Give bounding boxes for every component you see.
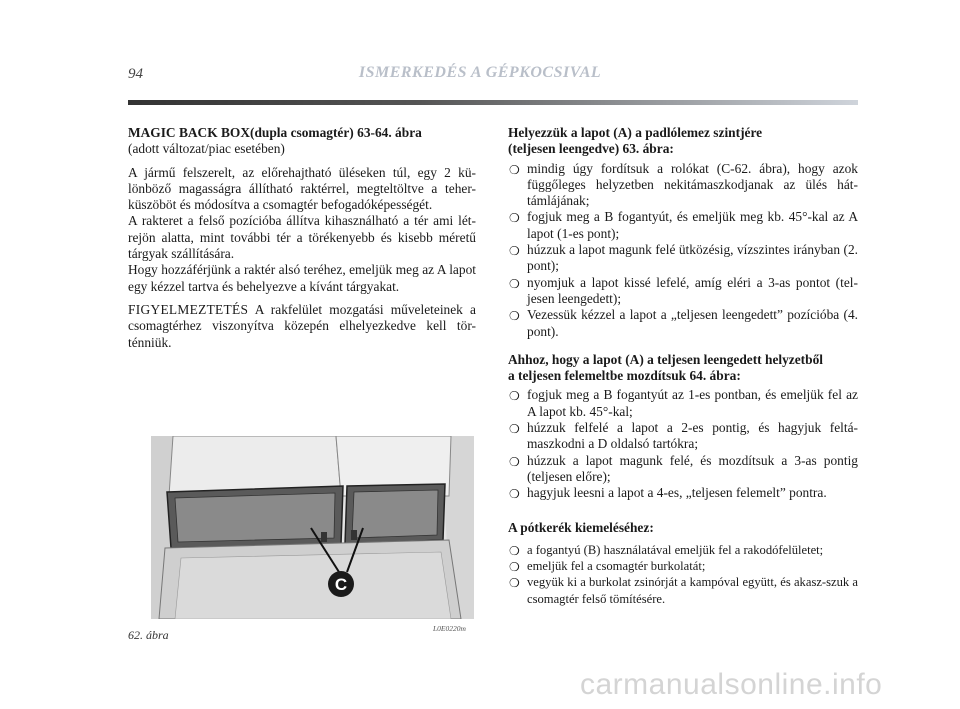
list-item: ❍ húzzuk felfelé a lapot a 2-es pontig, és hagyjuk feltá-maszkodni a D oldalsó tartókra; (509, 420, 858, 452)
bullet-circle-icon: ❍ (509, 276, 520, 291)
left-column (128, 125, 476, 351)
paragraph-2: A rakteret a felső pozícióba állítva kihasználható a tér ami lét-rejön alatta, mint további tér a törékenyebb és kisebb méretű tárgyak szállítására. (128, 213, 476, 262)
bullet-circle-icon: ❍ (509, 487, 520, 502)
list-item: ❍ fogjuk meg a B fogantyút, és emeljük meg kb. 45°-kal az A lapot (1-es pont); (509, 209, 858, 241)
section3-heading: A pótkerék kiemeléséhez: (508, 519, 654, 535)
bullet-circle-icon: ❍ (509, 162, 520, 177)
running-title: ISMERKEDÉS A GÉPKOCSIVAL (358, 64, 602, 81)
section3-list (508, 542, 858, 607)
list-item: ❍ vegyük ki a burkolat zsinórját a kampóval együtt, és akasz-szuk a csomagtér felső tömítésére. (509, 575, 858, 606)
list-item: ❍ húzzuk a lapot magunk felé ütközésig, vízszintes irányban (2. pont); (509, 242, 858, 274)
list-item: ❍ nyomjuk a lapot kissé lefelé, amíg eléri a 3-as pontot (tel-jesen leengedett); (509, 274, 858, 306)
list-item: ❍ húzzuk a lapot magunk felé, és mozdítsuk a 3-as pontig (teljesen előre); (509, 452, 858, 484)
right-column (508, 125, 858, 607)
list-item: ❍ a fogantyú (B) használatával emeljük fel a rakodófelületet; (509, 542, 824, 558)
list-item: ❍ mindig úgy fordítsuk a rolókat (C-62. ábra), hogy azok függőleges helyzetben nekitámaszkodjanak az ülés hát-támlájának; (509, 160, 858, 209)
warning-word: FIGYELMEZTETÉS (128, 301, 249, 317)
list-item: ❍ Vezessük kézzel a lapot a „teljesen leengedett” pozícióba (4. pont). (509, 307, 858, 339)
bullet-circle-icon: ❍ (509, 543, 520, 558)
warning-text: A rakfelület mozgatási műveleteinek a csomagtérhez viszonyítva közepén elhelyezkedve kell tör-ténniük. (128, 301, 476, 350)
bullet-circle-icon: ❍ (509, 389, 520, 404)
bullet-circle-icon: ❍ (509, 576, 520, 591)
section2-list (508, 387, 858, 501)
list-item: ❍ hagyjuk leesni a lapot a 4-es, „teljesen felemelt” pontra. (509, 485, 827, 502)
paragraph-3: Hogy hozzáférjünk a raktér alsó teréhez, emeljük meg az A lapot egy kézzel tartva és behelyezve a kívánt tárgyakat. (128, 262, 476, 294)
bullet-circle-icon: ❍ (509, 309, 520, 324)
figure-62-illustration (151, 436, 474, 619)
luggage-compartment-drawing (151, 436, 474, 619)
figure-caption: 62. ábra (128, 628, 169, 642)
paragraph-1: A jármű felszerelt, az előrehajtható üléseken túl, egy 2 kü-lönböző magasságra állítható raktérrel, megteltöltve a teher-küszöböt és módosítva a csomagtér befogadóképességét. (128, 164, 476, 213)
section1-heading-line2: (teljesen leengedve) 63. ábra: (508, 141, 674, 157)
figure-code: L0E0220m (433, 624, 466, 633)
section2-heading-line1: Ahhoz, hogy a lapot (A) a teljesen leengedett helyzetből (508, 351, 824, 367)
header-rule (128, 100, 858, 105)
bullet-circle-icon: ❍ (509, 244, 520, 259)
bullet-circle-icon: ❍ (509, 211, 520, 226)
section1-heading-line1: Helyezzük a lapot (A) a padlólemez szintjére (508, 125, 763, 140)
section1-list (508, 161, 858, 340)
section-subheading: (adott változat/piac esetében) (128, 141, 285, 157)
page-number: 94 (128, 66, 143, 82)
section-heading-magic-back-box: MAGIC BACK BOX(dupla csomagtér) 63-64. ábra (128, 125, 422, 140)
bullet-circle-icon: ❍ (509, 422, 520, 437)
watermark: carmanualsonline.info (580, 668, 883, 701)
list-item: ❍ fogjuk meg a B fogantyút az 1-es pontban, és emeljük fel az A lapot kb. 45°-kal; (509, 387, 858, 419)
list-item: ❍ emeljük fel a csomagtér burkolatát; (509, 559, 706, 575)
section2-heading-line2: a teljesen felemeltbe mozdítsuk 64. ábra: (508, 368, 741, 384)
figure-label-c: C (334, 575, 348, 594)
bullet-circle-icon: ❍ (509, 454, 520, 469)
warning-paragraph (128, 302, 476, 351)
bullet-circle-icon: ❍ (509, 560, 520, 575)
